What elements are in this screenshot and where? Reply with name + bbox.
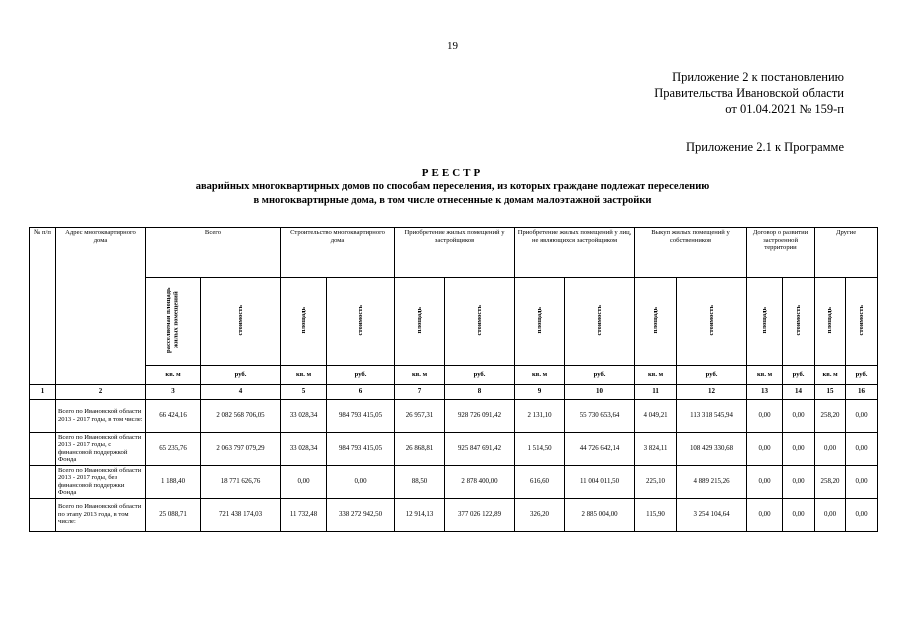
table-cell: 12 914,13 <box>395 498 445 531</box>
unit-cell: кв. м <box>281 365 327 384</box>
column-number-row <box>30 384 878 399</box>
table-cell: 33 028,34 <box>281 432 327 465</box>
appendix-line-3: от 01.04.2021 № 159-п <box>725 102 844 116</box>
program-appendix: Приложение 2.1 к Программе <box>686 140 844 154</box>
header-address: Адрес многоквартирного дома <box>56 228 146 385</box>
unit-cell: руб. <box>783 365 815 384</box>
row-number <box>30 399 56 432</box>
column-number: 9 <box>515 384 565 399</box>
table-cell: 18 771 626,76 <box>201 465 281 498</box>
subheader-cost: стоимость <box>783 278 815 366</box>
row-number <box>30 498 56 531</box>
column-number: 3 <box>146 384 201 399</box>
table-cell: 2 063 797 079,29 <box>201 432 281 465</box>
subheader-area: площадь <box>515 278 565 366</box>
table-cell: 4 049,21 <box>635 399 677 432</box>
table-row <box>30 465 878 498</box>
title-line-3: в многоквартирные дома, в том числе отнесенные к домам малоэтажной застройки <box>253 195 652 206</box>
row-number <box>30 465 56 498</box>
unit-cell: руб. <box>846 365 878 384</box>
table-cell: 65 235,76 <box>146 432 201 465</box>
header-construction: Строительство многоквартирного дома <box>281 228 395 278</box>
subheader-cost: стоимость <box>445 278 515 366</box>
table-cell: 44 726 642,14 <box>565 432 635 465</box>
unit-cell: кв. м <box>146 365 201 384</box>
table-cell: 1 514,50 <box>515 432 565 465</box>
subheader-area: площадь <box>281 278 327 366</box>
table-cell: 984 793 415,05 <box>327 399 395 432</box>
table-cell: 0,00 <box>327 465 395 498</box>
header-total: Всего <box>146 228 281 278</box>
table-cell: 1 188,40 <box>146 465 201 498</box>
column-number: 15 <box>815 384 846 399</box>
column-number: 6 <box>327 384 395 399</box>
subheader-cost: стоимость <box>327 278 395 366</box>
column-number: 10 <box>565 384 635 399</box>
unit-cell: руб. <box>327 365 395 384</box>
column-number: 8 <box>445 384 515 399</box>
unit-cell: кв. м <box>747 365 783 384</box>
table-cell: 113 318 545,94 <box>677 399 747 432</box>
table-cell: 2 082 568 706,05 <box>201 399 281 432</box>
table-row <box>30 432 878 465</box>
column-number: 11 <box>635 384 677 399</box>
table-cell: 0,00 <box>846 465 878 498</box>
column-number: 16 <box>846 384 878 399</box>
subheader-cost: стоимость <box>201 278 281 366</box>
table-cell: 26 868,81 <box>395 432 445 465</box>
table-row <box>30 498 878 531</box>
header-buyout: Выкуп жилых помещений у собственников <box>635 228 747 278</box>
unit-cell: кв. м <box>815 365 846 384</box>
header-row-groups <box>30 228 878 278</box>
document-title <box>0 166 905 208</box>
table-cell: 0,00 <box>747 498 783 531</box>
table-cell: 326,20 <box>515 498 565 531</box>
column-number: 4 <box>201 384 281 399</box>
table-cell: 0,00 <box>747 465 783 498</box>
table-cell: 55 730 653,64 <box>565 399 635 432</box>
column-number: 12 <box>677 384 747 399</box>
subheader-cost: стоимость <box>846 278 878 366</box>
units-row <box>30 365 878 384</box>
table-cell: 0,00 <box>783 498 815 531</box>
appendix-header <box>654 69 844 117</box>
column-number: 13 <box>747 384 783 399</box>
table-cell: 2 878 400,00 <box>445 465 515 498</box>
title-heading: РЕЕСТР <box>421 167 484 179</box>
page-number: 19 <box>447 40 458 52</box>
table-cell: 0,00 <box>846 399 878 432</box>
registry-table <box>29 227 878 532</box>
subheader-resettled-area: расселяемая площадь жилых помещений <box>146 278 201 366</box>
table-cell: 2 131,10 <box>515 399 565 432</box>
row-label: Всего по Ивановской области 2013 - 2017 годы, без финансовой поддержки Фонда <box>56 465 146 498</box>
table-cell: 11 004 011,50 <box>565 465 635 498</box>
table-cell: 0,00 <box>815 498 846 531</box>
table-cell: 984 793 415,05 <box>327 432 395 465</box>
column-number: 5 <box>281 384 327 399</box>
row-number <box>30 432 56 465</box>
column-number: 7 <box>395 384 445 399</box>
subheader-area: площадь <box>815 278 846 366</box>
table-cell: 108 429 330,68 <box>677 432 747 465</box>
table-cell: 3 254 104,64 <box>677 498 747 531</box>
column-number: 1 <box>30 384 56 399</box>
table-cell: 4 889 215,26 <box>677 465 747 498</box>
table-cell: 258,20 <box>815 399 846 432</box>
header-territory-contract: Договор о развитии застроенной территории <box>747 228 815 278</box>
table-cell: 0,00 <box>783 465 815 498</box>
unit-cell: кв. м <box>395 365 445 384</box>
table-cell: 66 424,16 <box>146 399 201 432</box>
table-cell: 2 885 004,00 <box>565 498 635 531</box>
column-number: 2 <box>56 384 146 399</box>
table-cell: 225,10 <box>635 465 677 498</box>
table-cell: 0,00 <box>783 399 815 432</box>
table-row <box>30 399 878 432</box>
table-cell: 26 957,31 <box>395 399 445 432</box>
table-cell: 928 726 091,42 <box>445 399 515 432</box>
table-cell: 3 824,11 <box>635 432 677 465</box>
subheader-area: площадь <box>747 278 783 366</box>
table-cell: 616,60 <box>515 465 565 498</box>
table-cell: 721 438 174,03 <box>201 498 281 531</box>
table-cell: 0,00 <box>747 432 783 465</box>
table-cell: 0,00 <box>281 465 327 498</box>
unit-cell: руб. <box>201 365 281 384</box>
column-number: 14 <box>783 384 815 399</box>
unit-cell: кв. м <box>635 365 677 384</box>
table-cell: 0,00 <box>846 432 878 465</box>
row-label: Всего по Ивановской области 2013 - 2017 годы, с финансовой поддержкой Фонда <box>56 432 146 465</box>
header-other: Другие <box>815 228 878 278</box>
table-cell: 33 028,34 <box>281 399 327 432</box>
header-purchase-non-developers: Приобретение жилых помещений у лиц, не являющихся застройщиком <box>515 228 635 278</box>
header-purchase-developers: Приобретение жилых помещений у застройщиков <box>395 228 515 278</box>
unit-cell: руб. <box>445 365 515 384</box>
appendix-line-1: Приложение 2 к постановлению <box>672 70 844 84</box>
table-cell: 25 088,71 <box>146 498 201 531</box>
appendix-line-2: Правительства Ивановской области <box>654 86 844 100</box>
table-cell: 88,50 <box>395 465 445 498</box>
table-cell: 0,00 <box>747 399 783 432</box>
table-cell: 377 026 122,89 <box>445 498 515 531</box>
unit-cell: кв. м <box>515 365 565 384</box>
table-cell: 0,00 <box>846 498 878 531</box>
table-cell: 258,20 <box>815 465 846 498</box>
subheader-area: площадь <box>635 278 677 366</box>
table-cell: 925 847 691,42 <box>445 432 515 465</box>
table-cell: 0,00 <box>815 432 846 465</box>
row-label: Всего по Ивановской области по этапу 2013 года, в том числе: <box>56 498 146 531</box>
subheader-cost: стоимость <box>565 278 635 366</box>
table-cell: 115,90 <box>635 498 677 531</box>
header-num: № п/п <box>30 228 56 385</box>
title-line-2: аварийных многоквартирных домов по способам переселения, из которых граждане подлежат переселению <box>195 181 710 192</box>
table-cell: 11 732,48 <box>281 498 327 531</box>
table-cell: 338 272 942,50 <box>327 498 395 531</box>
unit-cell: руб. <box>565 365 635 384</box>
row-label: Всего по Ивановской области 2013 - 2017 годы, в том числе: <box>56 399 146 432</box>
table-cell: 0,00 <box>783 432 815 465</box>
header-row-subcolumns <box>30 278 878 366</box>
subheader-cost: стоимость <box>677 278 747 366</box>
unit-cell: руб. <box>677 365 747 384</box>
subheader-area: площадь <box>395 278 445 366</box>
